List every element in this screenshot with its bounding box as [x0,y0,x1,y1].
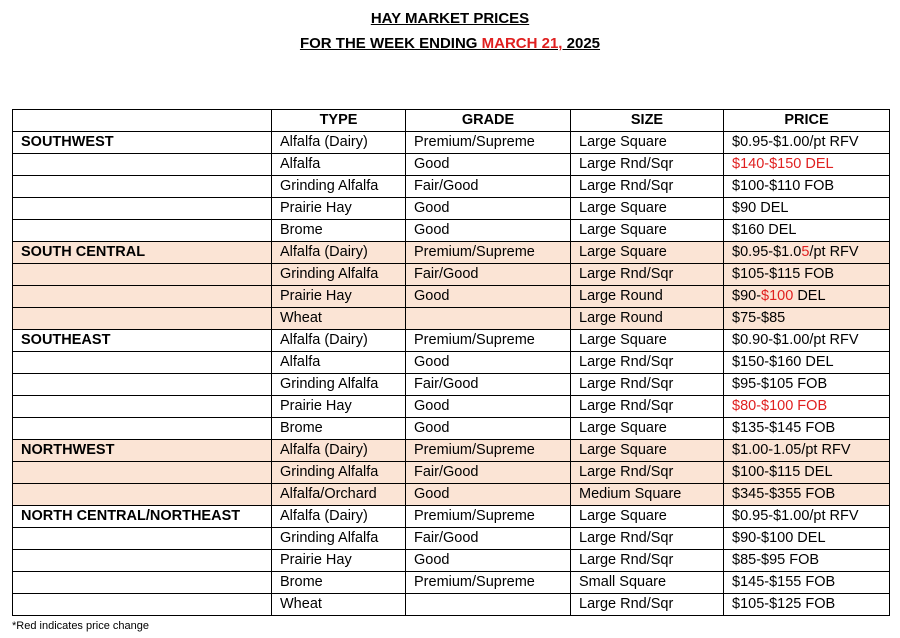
price-cell [724,462,890,484]
type-cell: Prairie Hay [272,396,406,418]
header-type: TYPE [272,110,406,132]
region-cell [13,528,272,550]
size-cell: Large Square [571,418,724,440]
header-grade: GRADE [406,110,571,132]
price-segment: $90- [732,288,762,304]
hay-price-table [12,109,890,616]
grade-cell: Good [406,154,571,176]
grade-cell: Good [406,396,571,418]
size-cell: Large Square [571,220,724,242]
region-cell [13,484,272,506]
region-cell [13,572,272,594]
size-cell: Large Rnd/Sqr [571,528,724,550]
price-segment: $105-$125 FOB [732,596,836,612]
table-row [13,572,890,594]
subtitle-date: MARCH 21, [481,35,563,52]
price-cell [724,242,890,264]
region-cell [13,220,272,242]
price-segment: $95-$105 FOB [732,376,828,392]
price-cell [724,440,890,462]
table-row [13,132,890,154]
size-cell: Large Square [571,198,724,220]
region-cell: SOUTHEAST [13,330,272,352]
table-row [13,528,890,550]
table-row [13,330,890,352]
size-cell: Large Square [571,132,724,154]
region-cell: SOUTHWEST [13,132,272,154]
region-cell [13,286,272,308]
grade-cell: Premium/Supreme [406,132,571,154]
type-cell: Alfalfa (Dairy) [272,132,406,154]
grade-cell: Fair/Good [406,528,571,550]
subtitle-year: 2025 [562,35,601,52]
footnote: *Red indicates price change [12,620,149,632]
grade-cell: Premium/Supreme [406,242,571,264]
price-cell [724,220,890,242]
header-region [13,110,272,132]
price-cell [724,374,890,396]
region-cell [13,308,272,330]
size-cell: Large Rnd/Sqr [571,154,724,176]
region-cell [13,154,272,176]
size-cell: Large Rnd/Sqr [571,550,724,572]
price-cell [724,330,890,352]
size-cell: Large Rnd/Sqr [571,374,724,396]
region-cell [13,594,272,616]
grade-cell: Good [406,352,571,374]
price-cell [724,198,890,220]
type-cell: Grinding Alfalfa [272,176,406,198]
size-cell: Large Rnd/Sqr [571,264,724,286]
table-row [13,308,890,330]
region-cell [13,264,272,286]
size-cell: Large Square [571,242,724,264]
price-segment: $0.95-$1.00/pt RFV [732,508,859,524]
type-cell: Grinding Alfalfa [272,462,406,484]
price-cell [724,264,890,286]
grade-cell [406,308,571,330]
price-segment: $105-$115 FOB [732,266,835,282]
price-segment: 5 [801,244,810,260]
grade-cell [406,594,571,616]
price-cell [724,484,890,506]
grade-cell: Good [406,418,571,440]
grade-cell: Good [406,198,571,220]
size-cell: Large Square [571,440,724,462]
price-segment: $100-$115 DEL [732,464,833,480]
price-segment: $0.95-$1.0 [732,244,802,260]
price-cell [724,594,890,616]
table-row [13,374,890,396]
price-cell [724,308,890,330]
type-cell: Brome [272,220,406,242]
price-segment: $345-$355 FOB [732,486,836,502]
size-cell: Large Round [571,308,724,330]
table-header-row [13,110,890,132]
table-row [13,220,890,242]
region-cell [13,198,272,220]
price-segment: $0.90-$1.00/pt RFV [732,332,859,348]
price-segment: $1.00-1.05/pt RFV [732,442,851,458]
price-cell [724,506,890,528]
price-segment: $150-$160 DEL [732,354,834,370]
grade-cell: Fair/Good [406,462,571,484]
header-price: PRICE [724,110,890,132]
table-row [13,550,890,572]
type-cell: Alfalfa (Dairy) [272,440,406,462]
size-cell: Small Square [571,572,724,594]
grade-cell: Fair/Good [406,264,571,286]
price-segment: $90-$100 DEL [732,530,826,546]
size-cell: Large Square [571,506,724,528]
table-row [13,198,890,220]
price-segment: $140-$150 DEL [732,156,834,172]
region-cell: SOUTH CENTRAL [13,242,272,264]
grade-cell: Good [406,220,571,242]
price-cell [724,176,890,198]
region-cell [13,176,272,198]
grade-cell: Good [406,484,571,506]
size-cell: Large Square [571,330,724,352]
price-segment: DEL [793,288,826,304]
region-cell [13,418,272,440]
region-cell [13,396,272,418]
size-cell: Large Rnd/Sqr [571,594,724,616]
table-row [13,352,890,374]
price-cell [724,572,890,594]
size-cell: Medium Square [571,484,724,506]
table-row [13,462,890,484]
type-cell: Brome [272,418,406,440]
type-cell: Brome [272,572,406,594]
region-cell [13,374,272,396]
price-cell [724,286,890,308]
price-cell [724,418,890,440]
report-title-text: HAY MARKET PRICES [370,10,530,27]
type-cell: Wheat [272,308,406,330]
region-cell: NORTHWEST [13,440,272,462]
type-cell: Alfalfa/Orchard [272,484,406,506]
price-segment: $90 DEL [732,200,789,216]
type-cell: Grinding Alfalfa [272,528,406,550]
price-segment: /pt RFV [809,244,859,260]
type-cell: Prairie Hay [272,198,406,220]
table-row [13,396,890,418]
price-segment: $135-$145 FOB [732,420,836,436]
type-cell: Grinding Alfalfa [272,264,406,286]
size-cell: Large Round [571,286,724,308]
price-cell [724,154,890,176]
price-cell [724,396,890,418]
region-cell: NORTH CENTRAL/NORTHEAST [13,506,272,528]
type-cell: Alfalfa [272,352,406,374]
grade-cell: Premium/Supreme [406,506,571,528]
price-segment: $0.95-$1.00/pt RFV [732,134,859,150]
grade-cell: Good [406,286,571,308]
region-cell [13,550,272,572]
price-segment: $80-$100 FOB [732,398,828,414]
size-cell: Large Rnd/Sqr [571,462,724,484]
grade-cell: Fair/Good [406,176,571,198]
price-cell [724,550,890,572]
price-segment: $145-$155 FOB [732,574,836,590]
size-cell: Large Rnd/Sqr [571,352,724,374]
table-row [13,506,890,528]
price-segment: $85-$95 FOB [732,552,820,568]
price-cell [724,132,890,154]
grade-cell: Good [406,550,571,572]
price-cell [724,352,890,374]
price-cell [724,528,890,550]
price-segment: $160 DEL [732,222,797,238]
type-cell: Alfalfa (Dairy) [272,330,406,352]
size-cell: Large Rnd/Sqr [571,176,724,198]
grade-cell: Premium/Supreme [406,440,571,462]
table-body [13,132,890,616]
type-cell: Alfalfa [272,154,406,176]
subtitle-prefix: FOR THE WEEK ENDING [299,35,482,52]
report-subtitle [0,35,900,52]
grade-cell: Fair/Good [406,374,571,396]
table-row [13,484,890,506]
region-cell [13,462,272,484]
header-size: SIZE [571,110,724,132]
type-cell: Grinding Alfalfa [272,374,406,396]
table-row [13,594,890,616]
grade-cell: Premium/Supreme [406,572,571,594]
table-row [13,176,890,198]
grade-cell: Premium/Supreme [406,330,571,352]
price-segment: $100 [761,288,794,304]
table-row [13,418,890,440]
size-cell: Large Rnd/Sqr [571,396,724,418]
table-row [13,440,890,462]
type-cell: Alfalfa (Dairy) [272,506,406,528]
type-cell: Prairie Hay [272,286,406,308]
type-cell: Prairie Hay [272,550,406,572]
table-row [13,154,890,176]
type-cell: Alfalfa (Dairy) [272,242,406,264]
price-segment: $100-$110 FOB [732,178,835,194]
table-row [13,242,890,264]
region-cell [13,352,272,374]
price-segment: $75-$85 [732,310,786,326]
table-row [13,286,890,308]
type-cell: Wheat [272,594,406,616]
report-title [0,10,900,27]
table-row [13,264,890,286]
